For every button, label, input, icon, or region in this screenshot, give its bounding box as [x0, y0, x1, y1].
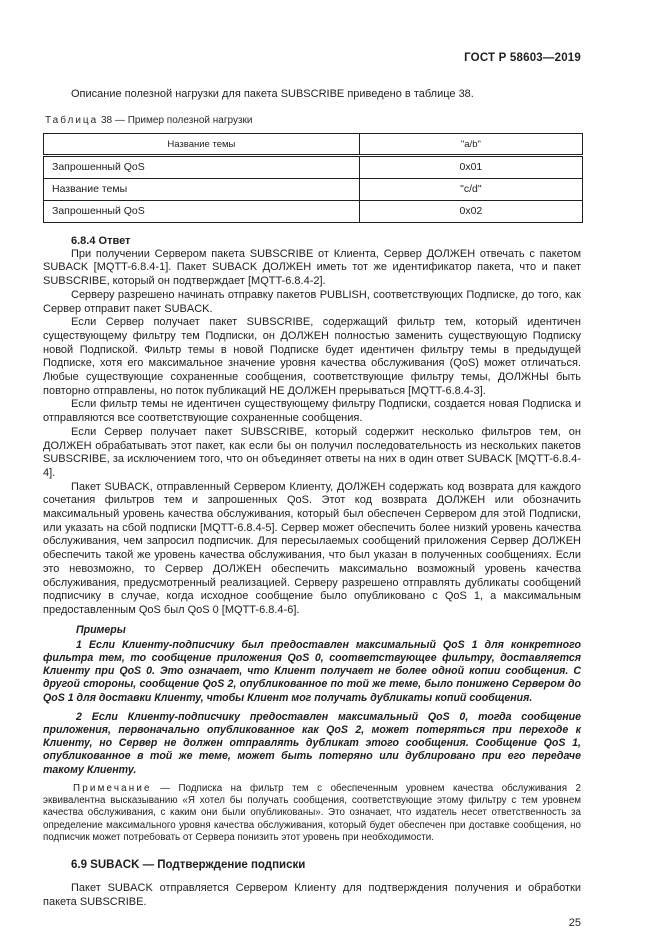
- paragraph: Если фильтр темы не идентичен существующему фильтру Подписки, создается новая Подписка и отправляются все соответствующие сохраненные сообщения.: [43, 398, 581, 425]
- table-caption-title: Пример полезной нагрузки: [127, 114, 253, 126]
- table-cell-value: 0x01: [359, 155, 582, 178]
- paragraph: Если Сервер получает пакет SUBSCRIBE, содержащий фильтр тем, который идентичен существующему фильтру тем Подписки, он ДОЛЖЕН полностью заменить существующую Подписку новой Подпиской. Фильтр темы в новой Подписке будет идентичен фильтру темы в предыдущей Подписке, хотя его максимальное значение уровня качества обслуживания (QoS) может отличаться. Любые существующие сохраненные сообщения, соответствующие фильтру темы, ДОЛЖНЫ быть повторно отправлены, но поток публикаций НЕ ДОЛЖЕН прерываться [MQTT-6.8.4-3].: [43, 316, 581, 397]
- table-cell-value: "c/d": [359, 178, 582, 200]
- running-header: ГОСТ Р 58603—2019: [464, 52, 581, 64]
- intro-paragraph: Описание полезной нагрузки для пакета SUBSCRIBE приведено в таблице 38.: [71, 88, 474, 100]
- table-cell-label: Запрошенный QoS: [44, 200, 360, 222]
- page-number: 25: [568, 916, 581, 929]
- paragraph: При получении Сервером пакета SUBSCRIBE от Клиента, Сервер ДОЛЖЕН отвечать с пакетом SUBACK [MQTT-6.8.4-1]. Пакет SUBACK ДОЛЖЕН иметь тот же идентификатор пакета, что и пакет SUBSCRIBE, который он подтверждает [MQTT-6.8.4-2].: [43, 247, 581, 288]
- table-row: [44, 200, 583, 222]
- paragraph: Серверу разрешено начинать отправку пакетов PUBLISH, соответствующих Подписке, до того, как Сервер отправит пакет SUBACK.: [43, 288, 581, 315]
- payload-example-table: [43, 133, 583, 223]
- note-dash: —: [151, 782, 179, 794]
- table-caption-dash: —: [114, 114, 125, 126]
- section-heading-6-8-4: 6.8.4 Ответ: [71, 234, 131, 247]
- table-cell-label: Запрошенный QoS: [44, 155, 360, 178]
- paragraph: Пакет SUBACK отправляется Сервером Клиенту для подтверждения получения и обработки пакета SUBSCRIBE.: [43, 882, 581, 908]
- note-block: [43, 783, 581, 844]
- table-row: [44, 155, 583, 178]
- example-item: 2 Если Клиенту-подписчику предоставлен максимальный QoS 0, тогда сообщение приложения, первоначально опубликованное как QoS 2, может потеряться при переходе к Клиенту, но Сервер не должен отправлять дубликат этого сообщения. Сообщение QoS 1, опубликованное в той же теме, может быть потеряно или дублировано при его передаче такому Клиенту.: [43, 710, 581, 776]
- note-text: Подписка на фильтр тем с обеспеченным уровнем качества обслуживания 2 эквивалентна высказыванию «Я хотел бы получать сообщения, соответствующие этому фильтру с тем уровнем качества обслуживания, с каким они были опубликованы». Это означает, что издатель несет ответственность за определение максимального уровня качества обслуживания, который будет обеспечен при доставке сообщения, но подписчик может потребовать от Сервера понизить этот уровень при необходимости.: [43, 782, 581, 843]
- table-caption-number: 38: [101, 114, 113, 126]
- table-header-row: [44, 133, 583, 155]
- column-header-topic-name: Название темы: [44, 133, 360, 155]
- paragraph: Если Сервер получает пакет SUBSCRIBE, который содержит несколько фильтров тем, он ДОЛЖЕН обрабатывать этот пакет, как если бы он получил последовательность из нескольких пакетов SUBSCRIBE, за исключением того, что он объединяет ответы на них в один ответ SUBACK [MQTT-6.8.4-4].: [43, 425, 581, 479]
- example-item: 1 Если Клиенту-подписчику был предоставлен максимальный QoS 1 для конкретного фильтра тем, то сообщение приложения QoS 0, соответствующее фильтру, доставляется Клиенту при QoS 0. Это означает, что Клиент получает не более одной копии сообщения. С другой стороны, сообщение QoS 2, опубликованное по той же теме, было понижено Сервером до QoS 1 для доставки Клиенту, чтобы Клиент мог получать дубликаты копий сообщения.: [43, 638, 581, 704]
- examples-block: [43, 624, 581, 777]
- examples-label: Примеры: [76, 623, 126, 636]
- table-caption: [45, 115, 581, 126]
- column-header-topic-value: "a/b": [359, 133, 582, 155]
- section-heading-6-9: 6.9 SUBACK — Подтверждение подписки: [71, 859, 306, 872]
- note-label: Примечание: [73, 782, 152, 794]
- table-cell-value: 0x02: [359, 200, 582, 222]
- table-caption-word: Таблица: [45, 114, 99, 126]
- paragraph: Пакет SUBACK, отправленный Сервером Клиенту, ДОЛЖЕН содержать код возврата для каждого сочетания фильтров тем и запрошенных QoS. Этот код возврата ДОЛЖЕН или обозначить максимальный уровень качества обслуживания, который был обеспечен Сервером для этой Подписки, или указать на сбой подписки [MQTT-6.8.4-5]. Сервер может обеспечить более низкий уровень качества обслуживания, чем запросил подписчик. Для пересылаемых сообщений приложения Сервер ДОЛЖЕН обеспечить такой же уровень качества обслуживания, что был указан в полученных сообщениях. Если это невозможно, то Сервер ДОЛЖЕН обеспечить максимально возможный уровень качества обслуживания, предусмотренный реализацией. Серверу разрешено отправлять дубликаты сообщений подписчику в случае, когда исходное сообщение было опубликовано с QoS 1, а максимальным предоставленным QoS был QoS 0 [MQTT-6.8.4-6].: [43, 480, 581, 616]
- table-cell-label: Название темы: [44, 178, 360, 200]
- table-row: [44, 178, 583, 200]
